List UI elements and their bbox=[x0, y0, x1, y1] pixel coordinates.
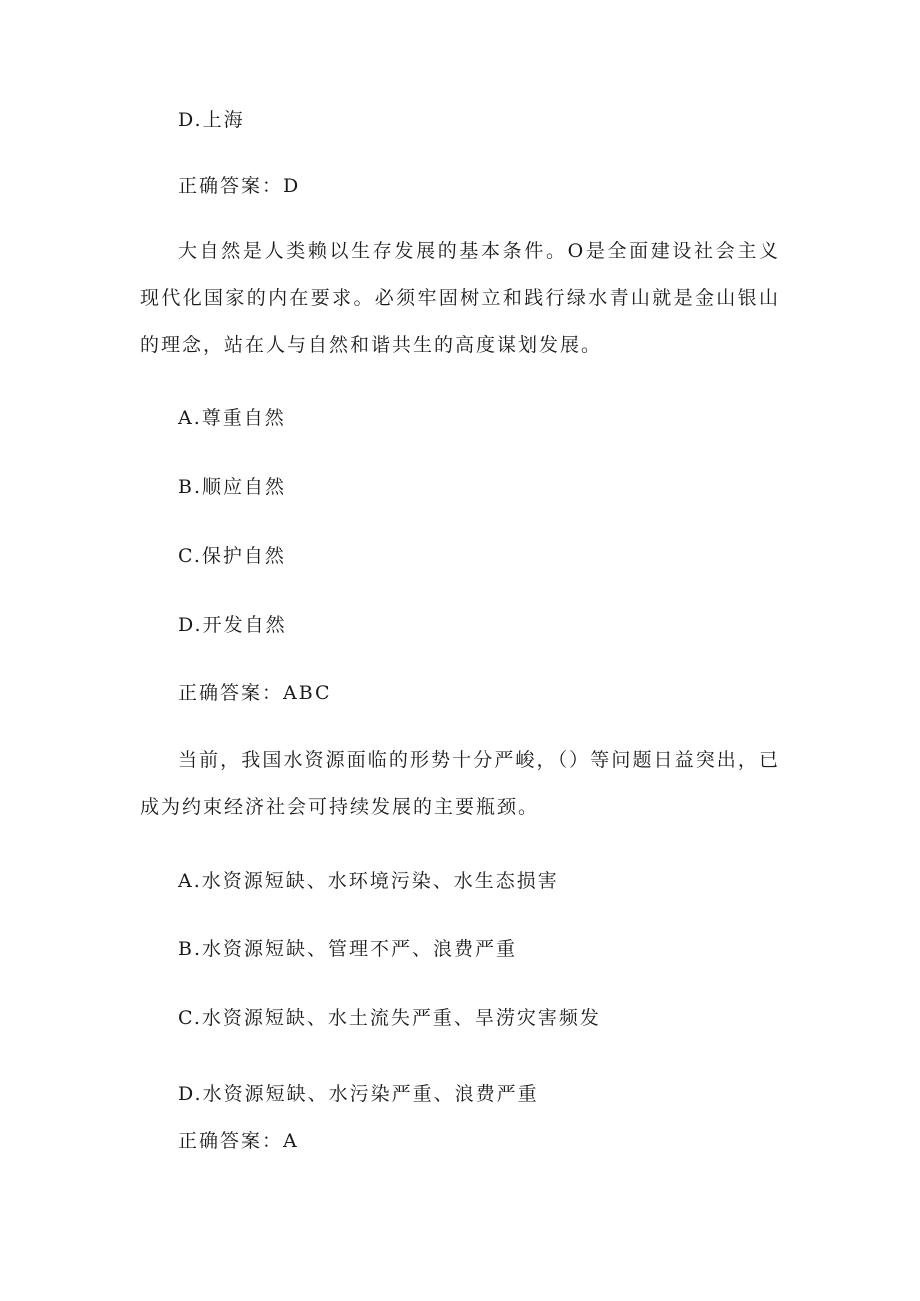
question-2-answer: 正确答案：A bbox=[178, 1130, 299, 1152]
prev-answer: 正确答案：D bbox=[178, 175, 301, 197]
question-1-option-b: B.顺应自然 bbox=[178, 476, 287, 498]
question-1-stem: 大自然是人类赖以生存发展的基本条件。O是全面建设社会主义现代化国家的内在要求。必须牢固树立和践行绿水青山就是金山银山的理念，站在人与自然和谐共生的高度谋划发展。 bbox=[140, 240, 780, 356]
question-1-option-a: A.尊重自然 bbox=[178, 407, 286, 429]
question-2-stem: 当前，我国水资源面临的形势十分严峻，（）等问题日益突出，已成为约束经济社会可持续发展的主要瓶颈。 bbox=[140, 749, 780, 818]
question-2-option-c: C.水资源短缺、水土流失严重、旱涝灾害频发 bbox=[178, 1007, 601, 1029]
question-2-option-b: B.水资源短缺、管理不严、浪费严重 bbox=[178, 938, 518, 960]
prev-option-d: D.上海 bbox=[178, 109, 245, 131]
question-2-option-d: D.水资源短缺、水污染严重、浪费严重 bbox=[178, 1083, 539, 1105]
question-2-option-a: A.水资源短缺、水环境污染、水生态损害 bbox=[178, 870, 559, 892]
question-1-answer: 正确答案：ABC bbox=[178, 682, 332, 704]
question-1-option-c: C.保护自然 bbox=[178, 545, 286, 567]
question-1-option-d: D.开发自然 bbox=[178, 614, 287, 636]
